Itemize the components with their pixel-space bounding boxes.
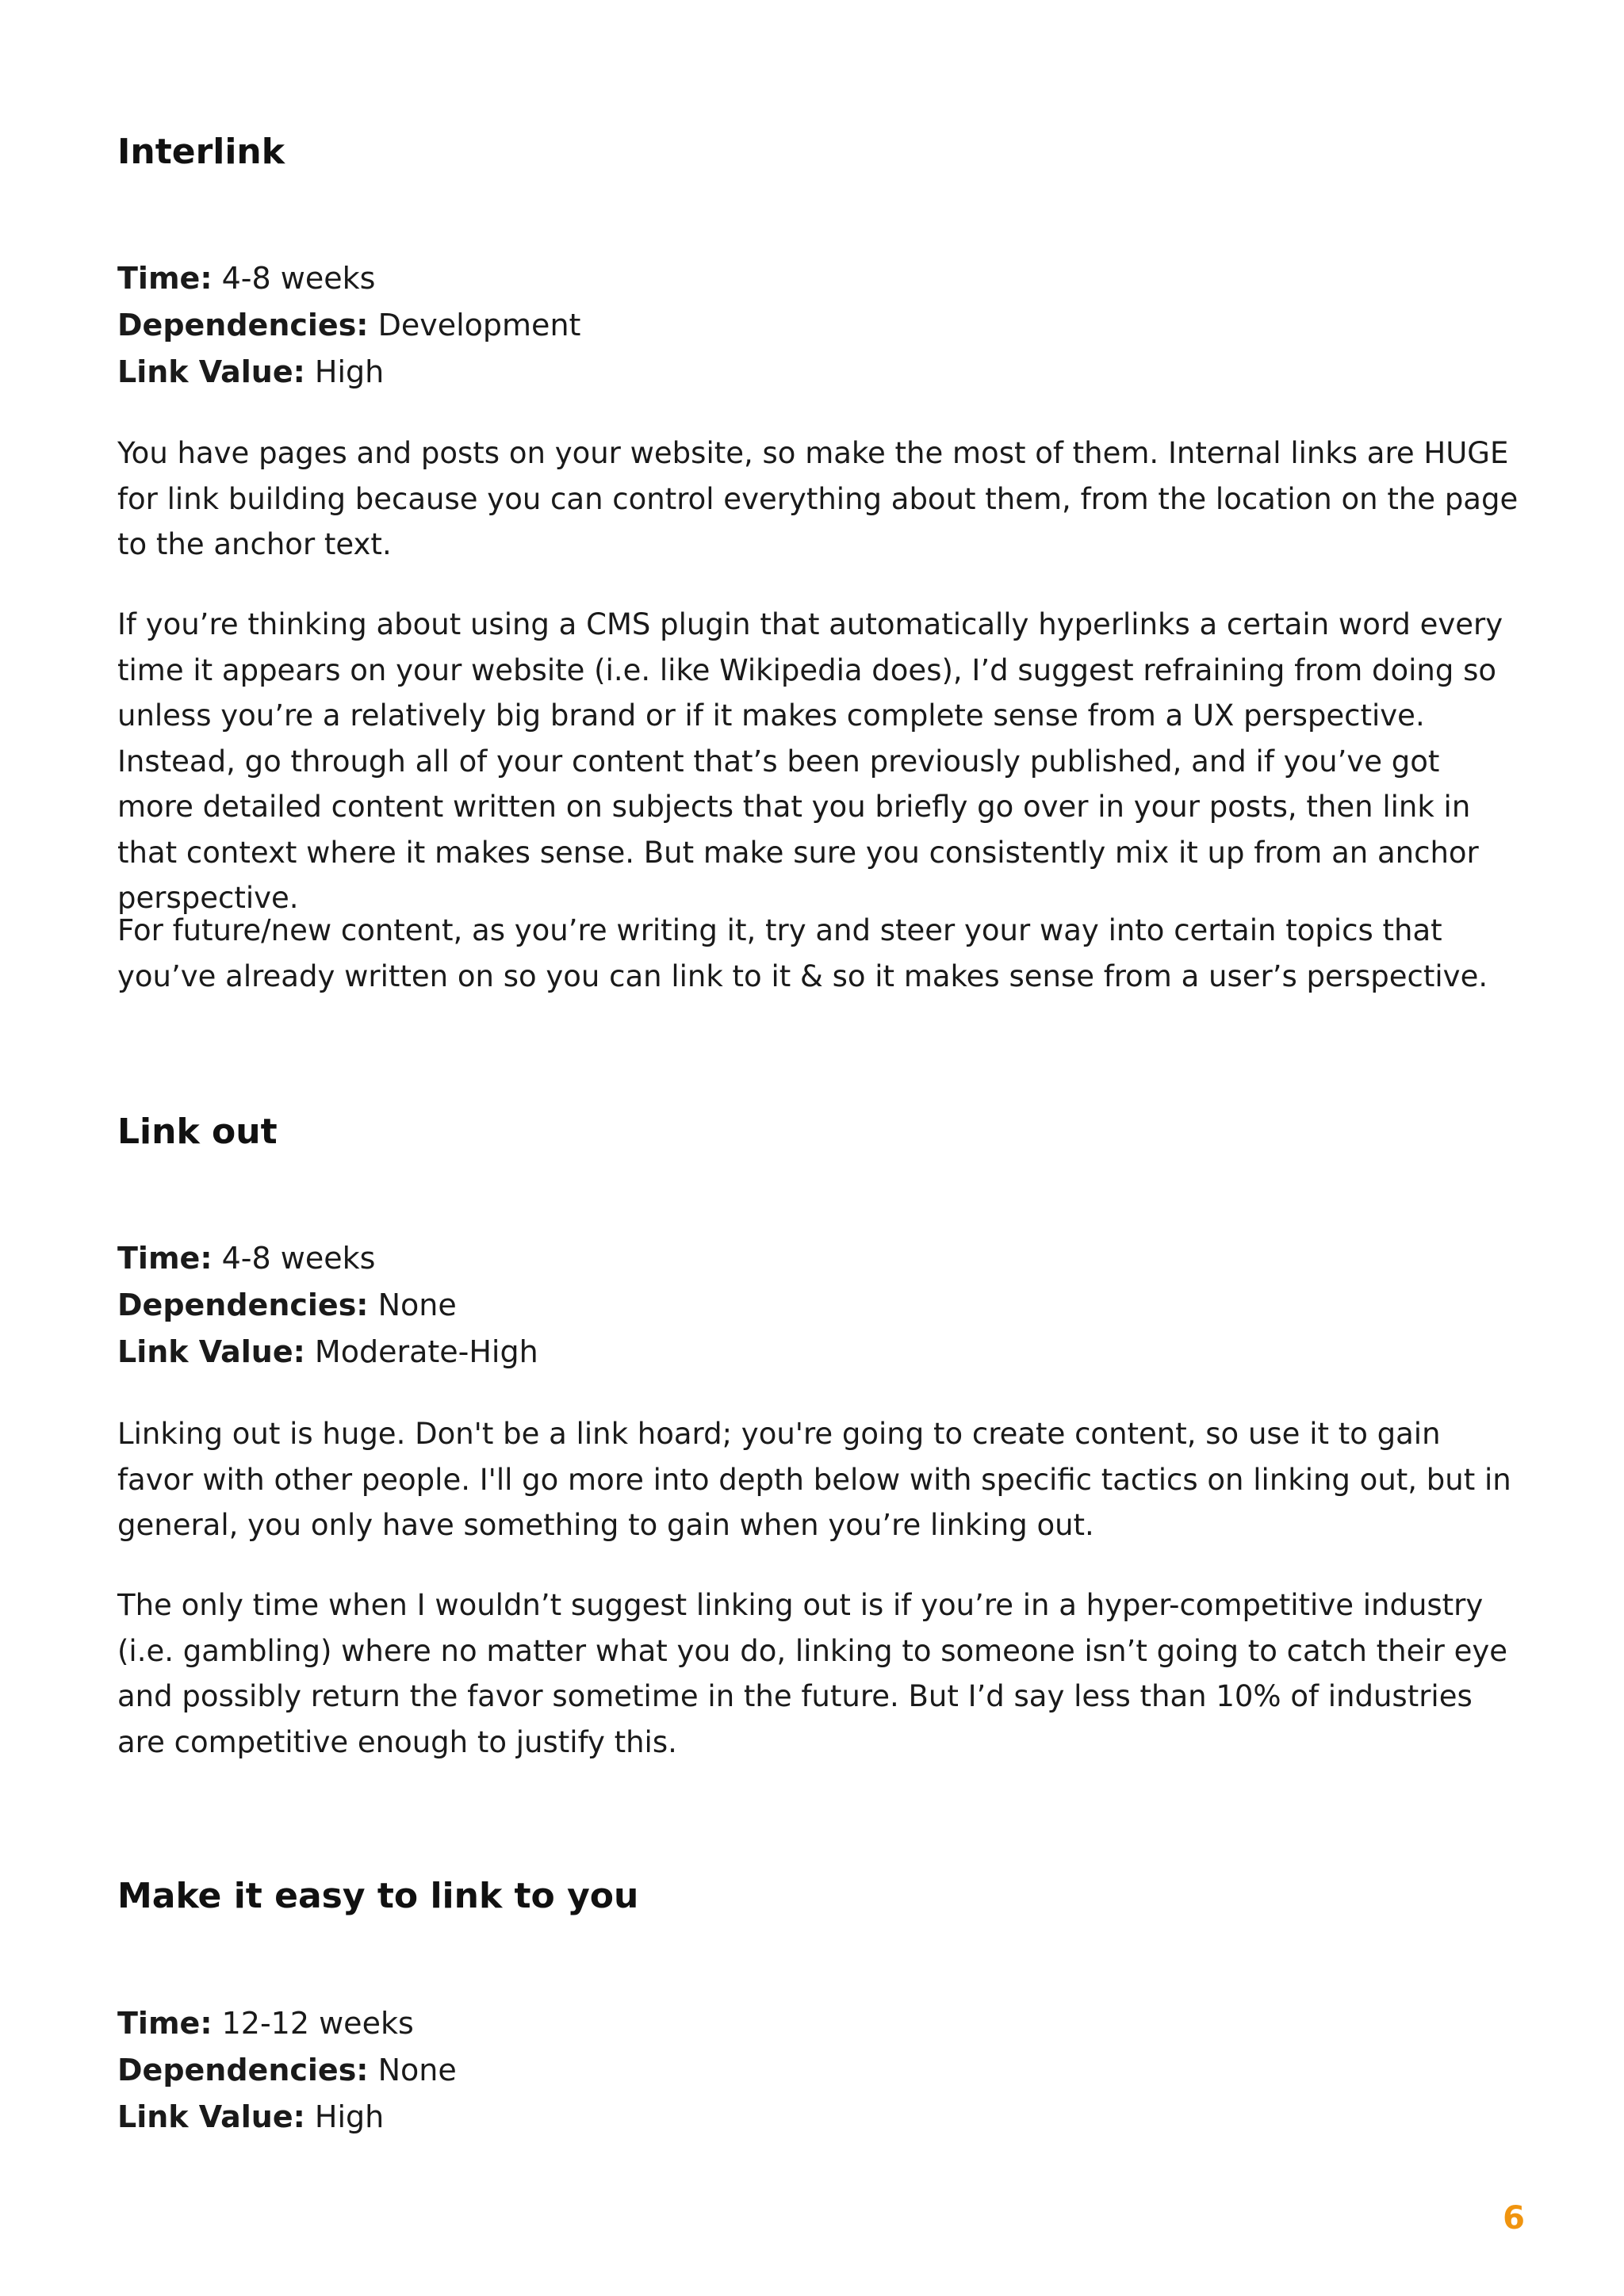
meta-link-value: Link Value: High <box>117 2099 385 2134</box>
section-meta-make-it-easy <box>117 2000 457 2141</box>
meta-time: Time: 4-8 weeks <box>117 261 376 296</box>
meta-dependencies: Dependencies: Development <box>117 308 581 342</box>
section-title-make-it-easy: Make it easy to link to you <box>117 1876 639 1916</box>
meta-link-value: Link Value: Moderate-High <box>117 1334 538 1369</box>
meta-dependencies: Dependencies: None <box>117 1288 457 1322</box>
meta-link-value: Link Value: High <box>117 354 385 389</box>
meta-dependencies: Dependencies: None <box>117 2053 457 2087</box>
section-title-interlink: Interlink <box>117 132 285 172</box>
paragraph: Linking out is huge. Don't be a link hoard; you're going to create content, so use it to gain favor with other people. I'll go more into depth below with specific tactics on linking out, but in general, you only have something to gain when you’re linking out. <box>117 1417 1511 1542</box>
section-meta-link-out <box>117 1235 538 1376</box>
paragraph: For future/new content, as you’re writing it, try and steer your way into certain topics that you’ve already written on so you can link to it & so it makes sense from a user’s perspective. <box>117 913 1488 993</box>
paragraph: You have pages and posts on your website, so make the most of them. Internal links are HUGE for link building because you can control everything about them, from the location on the page to the anchor text. <box>117 436 1519 561</box>
meta-time: Time: 4-8 weeks <box>117 1241 376 1276</box>
section-title-link-out: Link out <box>117 1112 278 1152</box>
paragraph: The only time when I wouldn’t suggest linking out is if you’re in a hyper-competitive industry (i.e. gambling) where no matter what you do, linking to someone isn’t going to catch their eye and possibly return the favor sometime in the future. But I’d say less than 10% of industries are competitive enough to justify this. <box>117 1588 1508 1759</box>
page-number: 6 <box>1503 2200 1525 2237</box>
paragraph: If you’re thinking about using a CMS plugin that automatically hyperlinks a certain word every time it appears on your website (i.e. like Wikipedia does), I’d suggest refraining from doing so unless you’re a relatively big brand or if it makes complete sense from a UX perspective. Instead, go through all of your content that’s been previously published, and if you’ve got more detailed content written on subjects that you briefly go over in your posts, then link in that context where it makes sense. But make sure you consistently mix it up from an anchor perspective. <box>117 607 1503 915</box>
section-meta-interlink <box>117 255 580 396</box>
meta-time: Time: 12-12 weeks <box>117 2006 414 2041</box>
